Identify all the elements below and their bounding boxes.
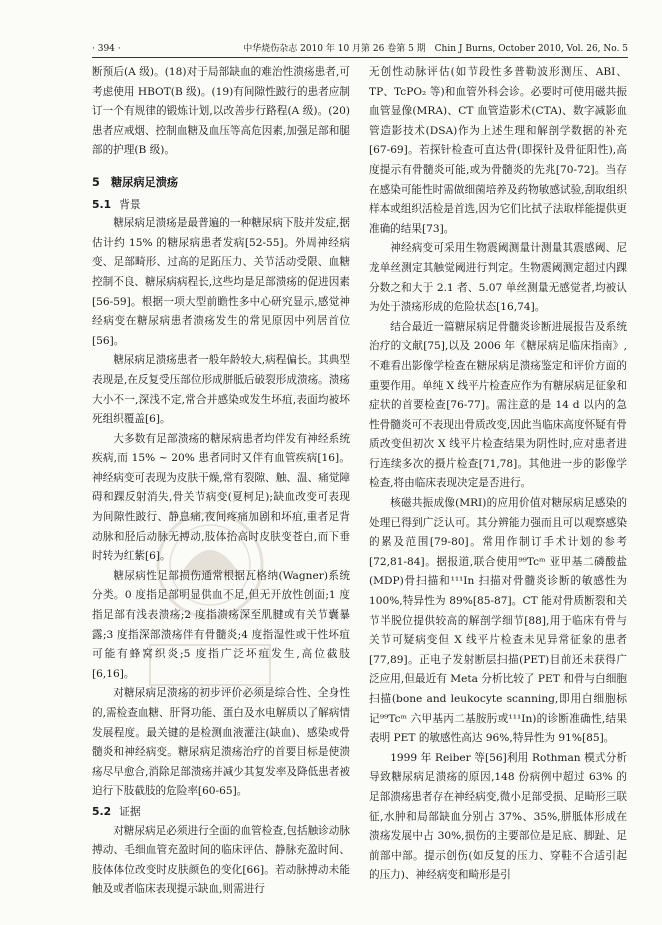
subsection-title: 背景 [119,197,141,211]
subsection-number: 5.2 [92,804,112,818]
journal-info: 中华烧伤杂志 2010 年 10 月第 26 卷第 5 期 Chin J Burns, October 2010, Vol. 26, No. 5 [243,44,628,54]
subsection-title: 证据 [119,804,141,818]
paragraph: 结合最近一篇糖尿病足骨髓炎诊断进展报告及系统治疗的文献[75],以及 2006 年《糖尿病足临床指南》,不难看出影像学检查在糖尿病足溃疡鉴定和评价方面的重要作用。单纯 X 线平片检查应作为有糖尿病足征象和症状的首要检查[76-77]。需注意的是 14 d 以内的急性骨髓炎可不表现出骨质改变,因此当临床高度怀疑有骨质改变但初次 X 线平片检查结果为阴性时,应对患者进行连续多次的摄片检查[71,78]。其他进一步的影像学检查,将由临床表现决定是否进行。 [369,320,627,490]
paragraph: 糖尿病足溃疡患者一般年龄较大,病程偏长。其典型表现是,在反复受压部位形成胼胝后破裂形成溃疡。溃疡大小不一,深浅不定,常合并感染或发生坏疽,表面均被坏死组织覆盖[6]。 [92,354,350,426]
paragraph: 糖尿病足溃疡是最普遍的一种糖尿病下肢并发症,据估计约 15% 的糖尿病患者发病[52-55]。外周神经病变、足部畸形、过高的足跖压力、关节活动受限、血糖控制不良、糖尿病病程长,这些均是足部溃疡的促进因素[56-59]。根据一项大型前瞻性多中心研究显示,感觉神经病变在糖尿病患者溃疡发生的常见原因中列居首位[56]。 [92,217,350,347]
paragraph: 对糖尿病足溃疡的初步评价必须是综合性、全身性的,需检查血糖、肝肾功能、蛋白及水电解质以了解病情发展程度。最关键的是检测血液灌注(缺血)、感染或骨髓炎和神经病变。糖尿病足溃疡治疗的首要目标是使溃疡尽早愈合,消除足部溃疡并减少其复发率及降低患者被迫行下肢截肢的危险率[60-65]。 [92,687,350,798]
subsection-number: 5.1 [92,197,112,211]
subsection-heading [92,802,350,822]
paragraph: 神经病变可采用生物震阈测量计测量其震感阈、尼龙单丝测定其触觉阈进行判定。生物震阈测定超过内踝分数之和大于 2.1 者、5.07 单丝测量无感觉者,均被认为处于溃疡形成的危险状态[16,74]。 [369,242,627,314]
paragraph: 对糖尿病足必须进行全面的血管检查,包括触诊动脉搏动、毛细血管充盈时间的临床评估、静脉充盈时间、肢体体位改变时皮肤颜色的变化[66]。若动脉搏动未能触及或者临床表现提示缺血,则需进行 [92,824,350,896]
paragraph: 无创性动脉评估(如节段性多普勒波形测压、ABI、TP、TcPO₂ 等)和血管外科会诊。必要时可使用磁共振血管显像(MRA)、CT 血管造影术(CTA)、数字减影血管造影技术(DSA)作为上述生理和解剖学数据的补充[67-69]。若探针检查可直达骨(即探针及骨征阳性),高度提示有骨髓炎可能,或为骨髓炎的先兆[70-72]。当存在感染可能性时需做细菌培养及药物敏感试验,刮取组织样本或组织活检是首选,因为它们比拭子法取样能提供更准确的结果[73]。 [369,66,627,235]
paragraph: 核磁共振成像(MRI)的应用价值对糖尿病足感染的处理已得到广泛认可。其分辨能力强而且可以观察感染的累及范围[79-80]。常用作制订手术计划的参考[72,81-84]。据报道,联合使用⁹⁹Tcᵐ 亚甲基二磷酸盐(MDP)骨扫描和¹¹¹In 扫描对骨髓炎诊断的敏感性为 100%,特异性为 89%[85-87]。CT 能对骨质断裂和关节半脱位提供较高的解剖学细节[88],用于临床有骨与关节可疑病变但 X 线平片检查未见异常征象的患者[77,89]。正电子发射断层扫描(PET)目前还未获得广泛应用,但最近有 Meta 分析比较了 PET 和骨与白细胞扫描(bone and leukocyte scanning,即用白细胞标记⁹⁹Tcᵐ 六甲基丙二基胺肟或¹¹¹In)的诊断准确性,结果表明 PET 的敏感性高达 96%,特异性为 91%[85]。 [369,497,627,745]
subsection-heading [92,195,350,215]
left-column [92,63,350,900]
paragraph: 1999 年 Reiber 等[56]利用 Rothman 模式分析导致糖尿病足溃疡的原因,148 份病例中超过 63% 的足部溃疡患者存在神经病变,微小足部受损、足畸形三联征,水肿和局部缺血分别占 37%、35%,胼胝体形成在溃疡发展中占 30%,损伤的主要部位是足底、脚趾、足前部中部。提示创伤(如反复的压力、穿鞋不合适引起的压力)、神经病变和畸形是引 [369,751,627,882]
paragraph: 断预后(A 级)。(18)对于局部缺血的难治性溃疡患者,可考虑使用 HBOT(B 级)。(19)有间隙性跛行的患者应制订一个有规律的锻炼计划,以改善步行路程(A 级)。(20)患者应戒烟、控制血糖及血压等高危因素,加强足部和腿部的护理(B 级)。 [92,66,350,157]
page-number: · 394 · [92,44,121,54]
paragraph: 大多数有足部溃疡的糖尿病患者均伴发有神经系统疾病,而 15% ~ 20% 患者同时又伴有血管疾病[16]。神经病变可表现为皮肤干燥,常有裂隙、触、温、痛觉障碍和踝反射消失,骨关节病变(夏柯足);缺血改变可表现为间隙性跛行、静息痛,夜间疼痛加剧和坏疽,重者足背动脉和胫后动脉无搏动,肢体抬高时皮肤变苍白,而下垂时转为红紫[6]。 [92,432,350,563]
right-column [369,63,627,886]
header-rule [92,57,628,58]
section-heading: 5 糖尿病足溃疡 [92,175,179,189]
paragraph: 糖尿病性足部损伤通常根据瓦格纳(Wagner)系统分类。0 度指足部明显供血不足,但无开放性创面;1 度指足部有浅表溃疡;2 度指溃疡深至肌腱或有关节囊暴露;3 度指深部溃疡伴有骨髓炎;4 度指湿性或干性坏疽可能有蜂窝织炎;5 度指广泛坏疽发生,高位截肢[6,16]。 [92,569,350,680]
